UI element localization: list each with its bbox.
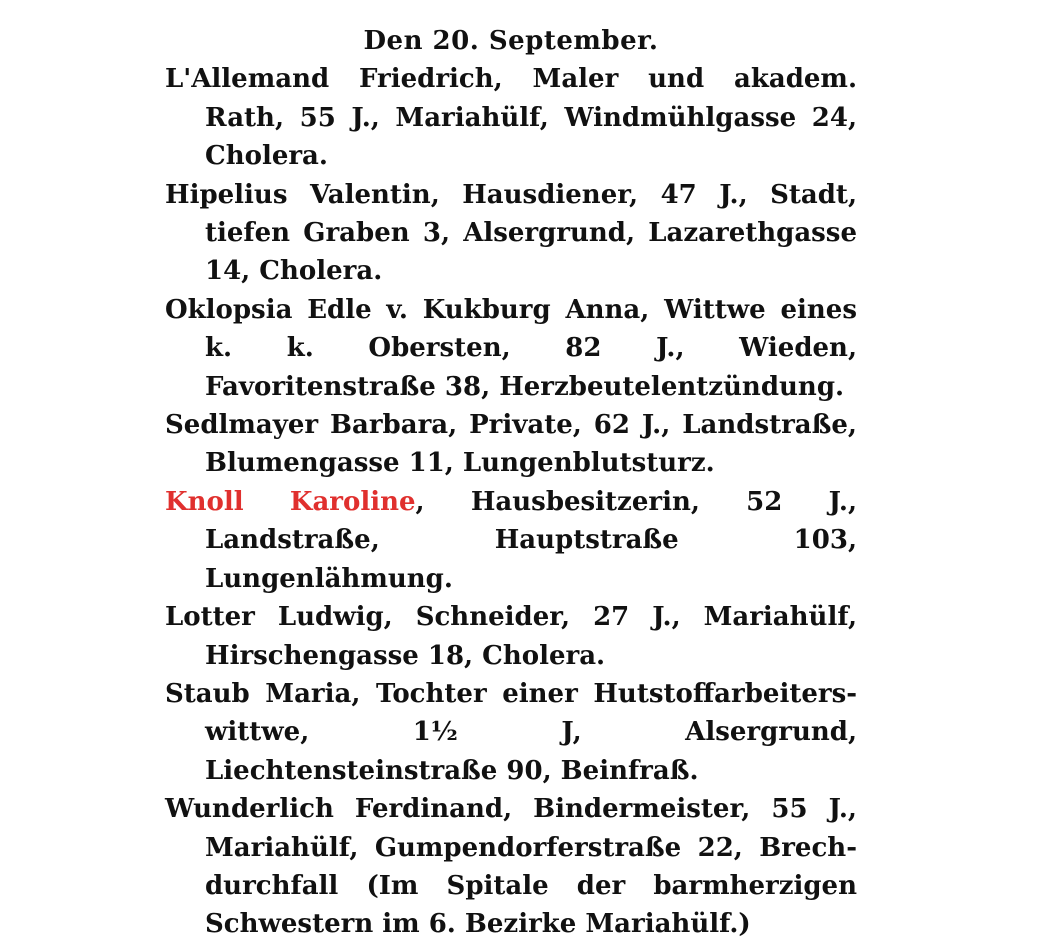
entry-name: Hipelius Valentin [165, 179, 431, 210]
highlighted-entry-name: Knoll Karoline [165, 486, 416, 517]
date-heading: Den 20. September. [363, 26, 659, 56]
text-column [165, 22, 857, 944]
entry-knoll [165, 483, 857, 598]
entry-details: , Hausbesitzerin, 52 J., Landstraße, Hauptstraße 103, Lungenlähmung. [205, 486, 857, 594]
entry-details: , Bindermeister, 55 J., Mariahülf, Gumpendorferstraße 22, Brech-durchfall (Im Spitale der barmherzigen Schwestern im 6. Bezirke Mariahülf.) [205, 794, 857, 940]
entry-lallemand [165, 60, 857, 175]
entry-name: Lotter Ludwig [165, 602, 384, 633]
entry-sedlmayer [165, 406, 857, 483]
entry-details: , Hausdiener, 47 J., Stadt, tiefen Graben 3, Alsergrund, Lazarethgasse 14, Cholera. [205, 179, 857, 287]
entry-oklopsia [165, 291, 857, 406]
entry-name: Staub Maria [165, 678, 352, 709]
entry-details: , Tochter einer Hutstoffarbeiters-wittwe, 1½ J, Alsergrund, Liechtensteinstraße 90, Beinfraß. [205, 678, 857, 786]
entry-name: Sedlmayer Barbara [165, 410, 449, 441]
entry-name: Oklopsia Edle v. Kukburg Anna [165, 294, 641, 325]
entry-details: , Maler und akadem. Rath, 55 J., Mariahülf, Windmühlgasse 24, Cholera. [205, 64, 857, 172]
entry-staub [165, 675, 857, 790]
entry-lotter [165, 598, 857, 675]
entry-wunderlich [165, 790, 857, 944]
entry-hipelius [165, 176, 857, 291]
entry-details: , Wittwe eines k. k. Obersten, 82 J., Wieden, Favoritenstraße 38, Herzbeutelentzündung. [205, 294, 857, 402]
entry-details: , Schneider, 27 J., Mariahülf, Hirschengasse 18, Cholera. [205, 602, 857, 671]
entry-name: L'Allemand Friedrich [165, 64, 494, 95]
entry-name: Wunderlich Ferdinand [165, 794, 504, 825]
entry-details: , Private, 62 J., Landstraße, Blumengasse 11, Lungenblutsturz. [205, 410, 857, 479]
